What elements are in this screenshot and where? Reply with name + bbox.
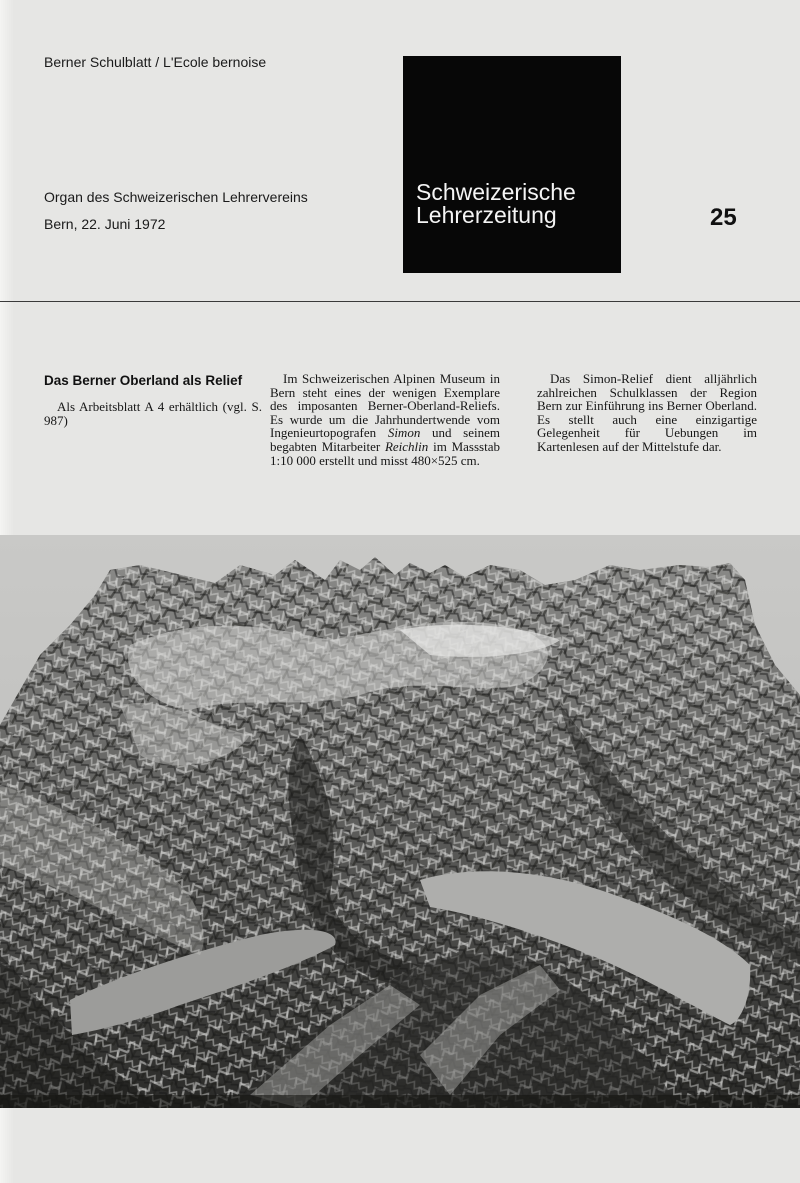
col2-text-a: Im Schweizerischen Alpinen Museum in Bern steht eines der wenigen Exemplare des imposanten Berner-Oberland-Reliefs. Es wurde um die Jahrhundertwende vom Ingenieurtopografen	[270, 371, 500, 441]
article-title: Das Berner Oberland als Relief	[44, 373, 243, 388]
publication-series: Berner Schulblatt / L'Ecole bernoise	[44, 54, 267, 70]
col2-text-b: und seinem begabten Mitarbeiter	[270, 425, 500, 454]
name-simon: Simon	[387, 425, 421, 441]
article-column-1: Als Arbeitsblatt A 4 erhältlich (vgl. S. 987)	[44, 399, 262, 428]
publication-organ: Organ des Schweizerischen Lehrervereins	[44, 189, 308, 205]
masthead-line-1: Schweizerische	[416, 179, 576, 205]
header-divider	[0, 301, 800, 302]
article-column-2	[270, 372, 500, 467]
publication-date: Bern, 22. Juni 1972	[44, 216, 166, 232]
relief-photograph	[0, 535, 800, 1108]
name-reichlin: Reichlin	[384, 438, 429, 454]
issue-number: 25	[710, 204, 737, 231]
col2-text-c: im Massstab 1:10 000 erstellt und misst 480×525 cm.	[270, 438, 500, 468]
masthead-line-2: Lehrerzeitung	[416, 202, 557, 228]
article-column-3: Das Simon-Relief dient alljährlich zahlreichen Schulklassen der Region Bern zur Einführung ins Berner Oberland. Es stellt auch eine einzigartige Gelegenheit für Uebungen im Kartenlesen auf der Mittelstufe dar.	[537, 371, 757, 454]
masthead-box	[403, 56, 621, 273]
relief-image	[0, 535, 800, 1108]
